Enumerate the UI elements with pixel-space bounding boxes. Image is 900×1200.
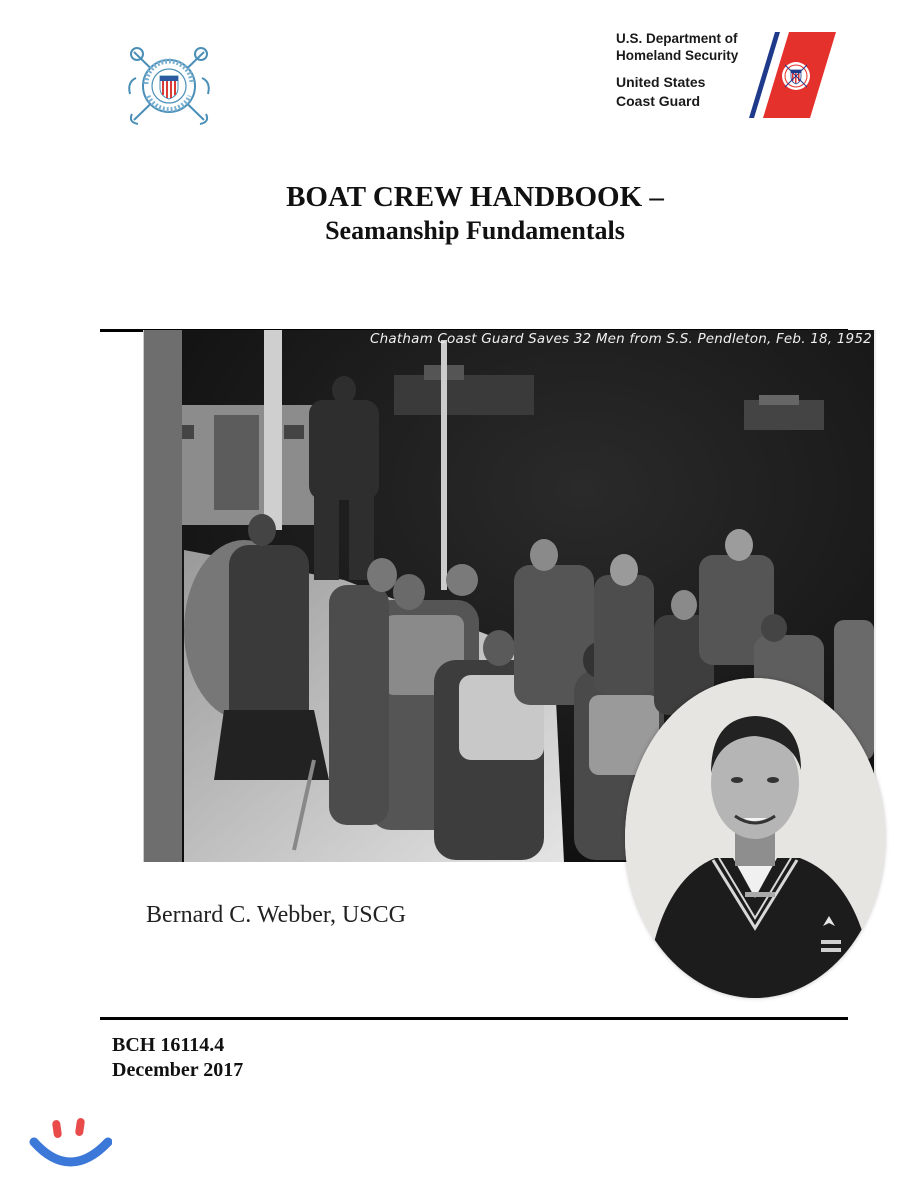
photo-caption: Chatham Coast Guard Saves 32 Men from S.S. Pendleton, Feb. 18, 1952 [370, 331, 872, 347]
service-line-2: Coast Guard [616, 93, 701, 109]
agency-line-2: Homeland Security [616, 48, 739, 63]
title-line-2: Seamanship Fundamentals [325, 216, 625, 245]
document-date: December 2017 [112, 1059, 244, 1081]
agency-line-1: U.S. Department of [616, 31, 738, 46]
coast-guard-seal [126, 44, 212, 128]
title-line-1: BOAT CREW HANDBOOK – [286, 181, 664, 213]
photo-byline: Bernard C. Webber, USCG [146, 902, 406, 928]
document-info [112, 1033, 243, 1083]
smiley-watermark-icon [28, 1112, 112, 1184]
bottom-divider [100, 1017, 848, 1020]
document-title [0, 180, 900, 248]
document-number: BCH 16114.4 [112, 1034, 225, 1056]
coast-guard-racing-stripe [735, 30, 837, 120]
service-line-1: United States [616, 74, 706, 90]
portrait-photo [625, 678, 885, 998]
agency-block [616, 30, 738, 111]
